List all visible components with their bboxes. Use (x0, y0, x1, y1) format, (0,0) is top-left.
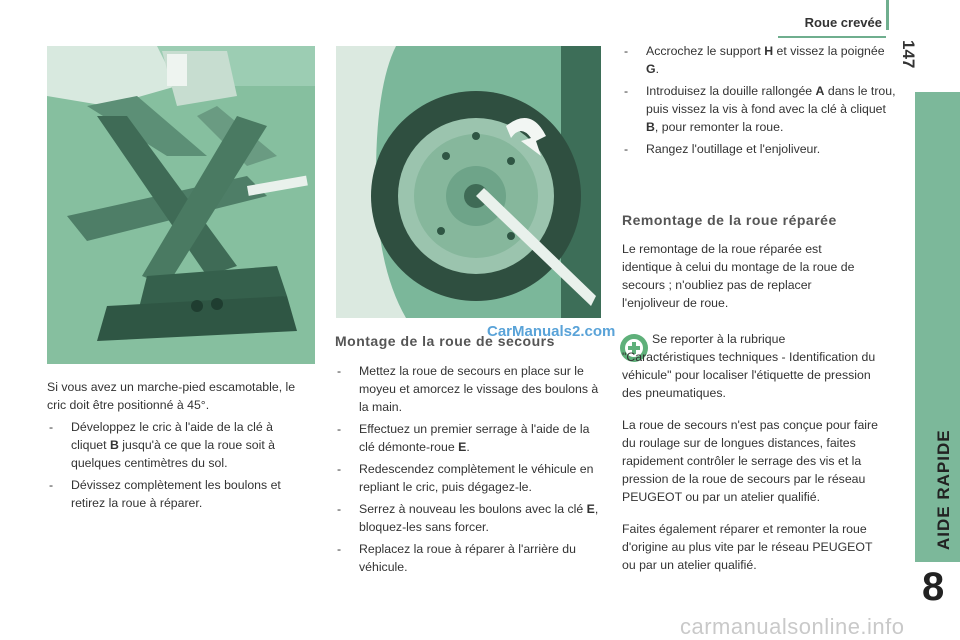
intro-paragraph: Si vous avez un marche-pied escamotable, le cric doit être positionné à 45°. (47, 380, 296, 412)
mount-steps-list (335, 362, 603, 576)
list-item: - Replacez la roue à réparer à l'arrière du véhicule. (335, 540, 603, 576)
section-title: Roue crevée (804, 15, 882, 30)
column-3 (622, 42, 897, 162)
header-underline (778, 36, 886, 38)
jack-steps-list (47, 418, 309, 512)
list-item: - Accrochez le support H et vissez la poignée G. (622, 42, 897, 78)
column-1 (47, 378, 309, 516)
section-heading-remount: Remontage de la roue réparée (622, 212, 837, 228)
remount-paragraph: Le remontage de la roue réparée est identique à celui du montage de la roue de secours ; n'oubliez pas de replacer l'enjoliveur de roue. (622, 242, 855, 310)
page-number: 147 (899, 40, 918, 69)
list-item: - Rangez l'outillage et l'enjoliveur. (622, 140, 897, 158)
list-item: - Introduisez la douille rallongée A dans le trou, puis vissez la vis à fond avec la clé à cliquet B, pour remonter la roue. (622, 82, 897, 136)
wheel-illustration (336, 46, 601, 318)
section-heading-mount: Montage de la roue de secours (335, 333, 555, 349)
spare-wheel-paragraph: La roue de secours n'est pas conçue pour faire du roulage sur de longues distances, faites rapidement contrôler le serrage des vis et la pression de la roue de secours par le réseau PEUGEOT ou par un atelier qualifié. (622, 418, 878, 504)
note-paragraph: Se reporter à la rubrique "Caractéristiques techniques - Identification du véhicule" pour localiser l'étiquette de pression des pneumatiques. (622, 332, 876, 400)
storage-steps-list (622, 42, 897, 158)
list-item: - Mettez la roue de secours en place sur le moyeu et amorcez le vissage des boulons à la main. (335, 362, 603, 416)
footer-watermark: carmanualsonline.info (680, 614, 905, 639)
chapter-number: 8 (922, 565, 945, 609)
list-item: - Développez le cric à l'aide de la clé à cliquet B jusqu'à ce que la roue soit à quelques centimètres du sol. (47, 418, 309, 472)
list-item: - Serrez à nouveau les boulons avec la clé E, bloquez-les sans forcer. (335, 500, 603, 536)
repair-paragraph: Faites également réparer et remonter la roue d'origine au plus vite par le réseau PEUGEOT ou par un atelier qualifié. (622, 522, 873, 572)
header-rule (886, 0, 889, 30)
watermark-carmanuals: CarManuals2.com (487, 323, 616, 340)
list-item: - Redescendez complètement le véhicule en repliant le cric, puis dégagez-le. (335, 460, 603, 496)
list-item: - Effectuez un premier serrage à l'aide de la clé démonte-roue E. (335, 420, 603, 456)
list-item: - Dévissez complètement les boulons et retirez la roue à réparer. (47, 476, 309, 512)
jack-illustration (47, 46, 315, 364)
column-2 (335, 362, 603, 580)
chapter-label: AIDE RAPIDE (934, 429, 953, 550)
